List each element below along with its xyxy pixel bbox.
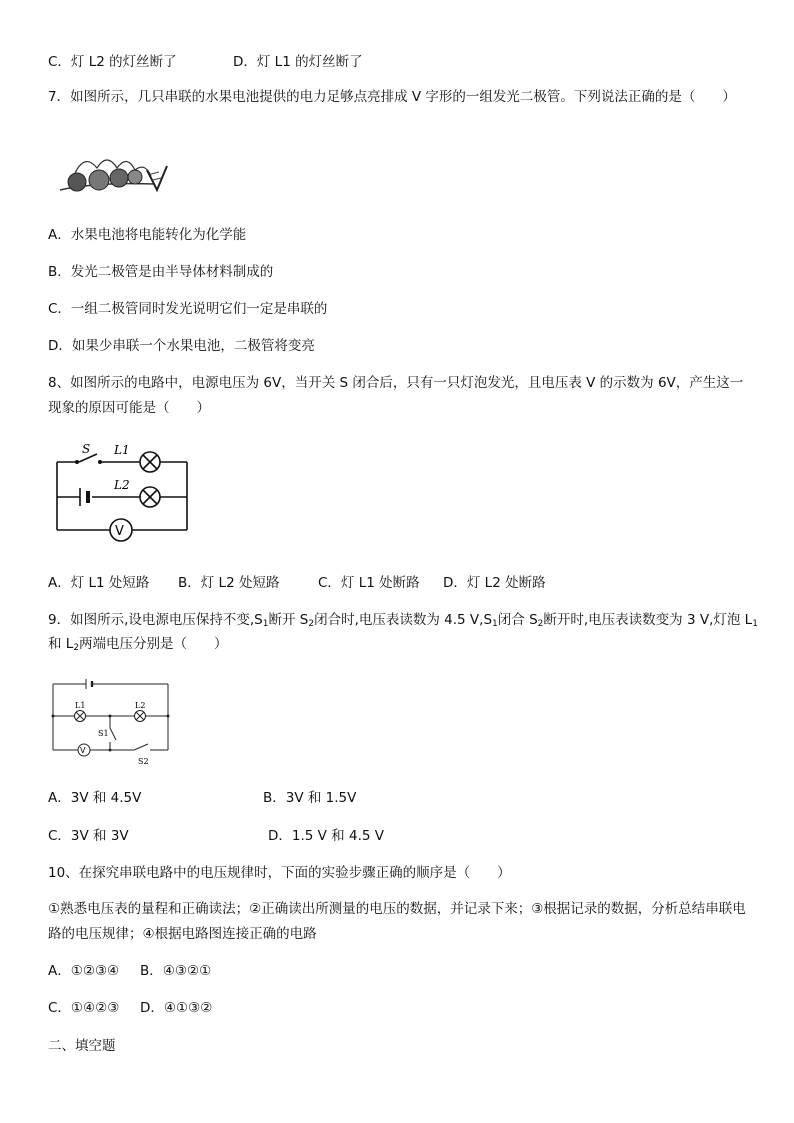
q8-circuit-figure [52,440,197,548]
q9-options-row1 [48,788,357,808]
q10-stem: 10、在探究串联电路中的电压规律时，下面的实验步骤正确的顺序是（ ） [48,865,511,881]
q9-option-d: D．1.5 V 和 4.5 V [268,828,384,844]
q10-option-b: B．④③②① [140,963,212,979]
q9-option-c: C．3V 和 3V [48,828,129,844]
q6-options [48,52,363,72]
q9-options-row2 [48,826,384,846]
q6-option-d: D．灯 L1 的灯丝断了 [233,54,363,70]
q9-option-a: A．3V 和 4.5V [48,790,142,806]
q7-option-d: D．如果少串联一个水果电池，二极管将变亮 [48,338,315,354]
q9-label-l1: L1 [75,701,86,710]
q10-option-d: D．④①③② [140,1000,213,1016]
q8-option-c: C．灯 L1 处断路 [318,575,420,591]
q10-option-c: C．①④②③ [48,1000,120,1016]
q8-label-v: V [115,524,124,539]
q6-option-c: C．灯 L2 的灯丝断了 [48,54,177,70]
q8-label-l2: L2 [114,478,130,492]
q9-stem-line2: 和 $L_2$两端电压分别是（ ） [48,636,228,653]
q10-steps: ①熟悉电压表的量程和正确读法；②正确读出所测量的电压的数据，并记录下来；③根据记录的数据，分析总结串联电路的电压规律；④根据电路图连接正确的电路 [48,901,746,942]
q8-option-d: D．灯 L2 处断路 [443,575,546,591]
q7-option-c: C．一组二极管同时发光说明它们一定是串联的 [48,301,328,317]
q10-option-a: A．①②③④ [48,963,120,979]
q8-label-l1: L1 [114,443,130,457]
q7-fruit-battery-figure [55,148,180,198]
q8-stem: 8、如图所示的电路中，电源电压为 6V，当开关 S 闭合后，只有一只灯泡发光，且电压表 V 的示数为 6V，产生这一现象的原因可能是（ ） [48,375,744,416]
q8-options [48,573,546,593]
q8-label-s: S [82,442,91,456]
q7-option-a: A．水果电池将电能转化为化学能 [48,227,247,243]
section-title: 二、填空题 [48,1038,116,1054]
q9-stem-line1: 9．如图所示,设电源电压保持不变$,S_1$断开 $S_2$闭合时,电压表读数为 4.5 $V,S_1$闭合 $S_2$断开时,电压表读数变为 3 V,灯泡 $L_1$ [48,612,758,629]
q10-options-row1 [48,961,212,981]
q10-options-row2 [48,998,213,1018]
q9-label-s1: S1 [98,729,109,738]
q9-label-l2: L2 [135,701,146,710]
q7-stem: 7．如图所示，几只串联的水果电池提供的电力足够点亮排成 V 字形的一组发光二极管。下列说法正确的是（ ） [48,89,736,105]
q9-label-s2: S2 [138,757,149,766]
q8-option-b: B．灯 L2 处短路 [178,575,280,591]
q9-circuit-figure [48,676,173,768]
q9-option-b: B．3V 和 1.5V [263,790,357,806]
q8-option-a: A．灯 L1 处短路 [48,575,150,591]
q9-label-v: V [80,746,86,755]
q7-option-b: B．发光二极管是由半导体材料制成的 [48,264,274,280]
